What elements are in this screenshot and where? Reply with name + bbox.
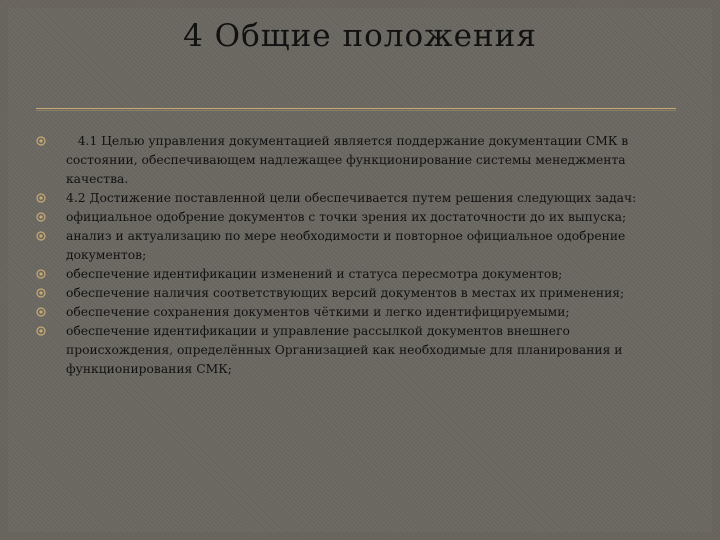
bullet-item [36,284,666,303]
target-circle-icon [36,136,46,146]
target-circle-icon [36,231,46,241]
target-circle-icon [36,269,46,279]
bullet-list [36,132,666,379]
bullet-item [36,208,666,227]
bullet-text: обеспечение идентификации и управление рассылкой документов внешнего происхождения, определённых Организацией как необходимые для планирования и функционирования СМК; [66,324,623,376]
bullet-item [36,322,666,379]
bullet-text: 4.1 Целью управления документацией является поддержание документации СМК в состоянии, обеспечивающем надлежащее функционирование системы менеджмента качества. [66,134,633,186]
bullet-text: анализ и актуализацию по мере необходимости и повторное официальное одобрение документов; [66,229,626,262]
bullet-item [36,132,666,189]
bullet-item [36,227,666,265]
bullet-item [36,265,666,284]
target-circle-icon [36,193,46,203]
title-divider [36,108,676,109]
target-circle-icon [36,288,46,298]
bullet-item [36,189,666,208]
bullet-text: обеспечение идентификации изменений и статуса пересмотра документов; [66,267,563,281]
bullet-text: обеспечение сохранения документов чёткими и легко идентифицируемыми; [66,305,570,319]
bullet-text: обеспечение наличия соответствующих версий документов в местах их применения; [66,286,625,300]
slide-title: 4 Общие положения [183,18,537,54]
bullet-text: 4.2 Достижение поставленной цели обеспечивается путем решения следующих задач: [66,191,637,205]
target-circle-icon [36,326,46,336]
target-circle-icon [36,307,46,317]
bullet-text: официальное одобрение документов с точки зрения их достаточности до их выпуска; [66,210,627,224]
bullet-item [36,303,666,322]
target-circle-icon [36,212,46,222]
